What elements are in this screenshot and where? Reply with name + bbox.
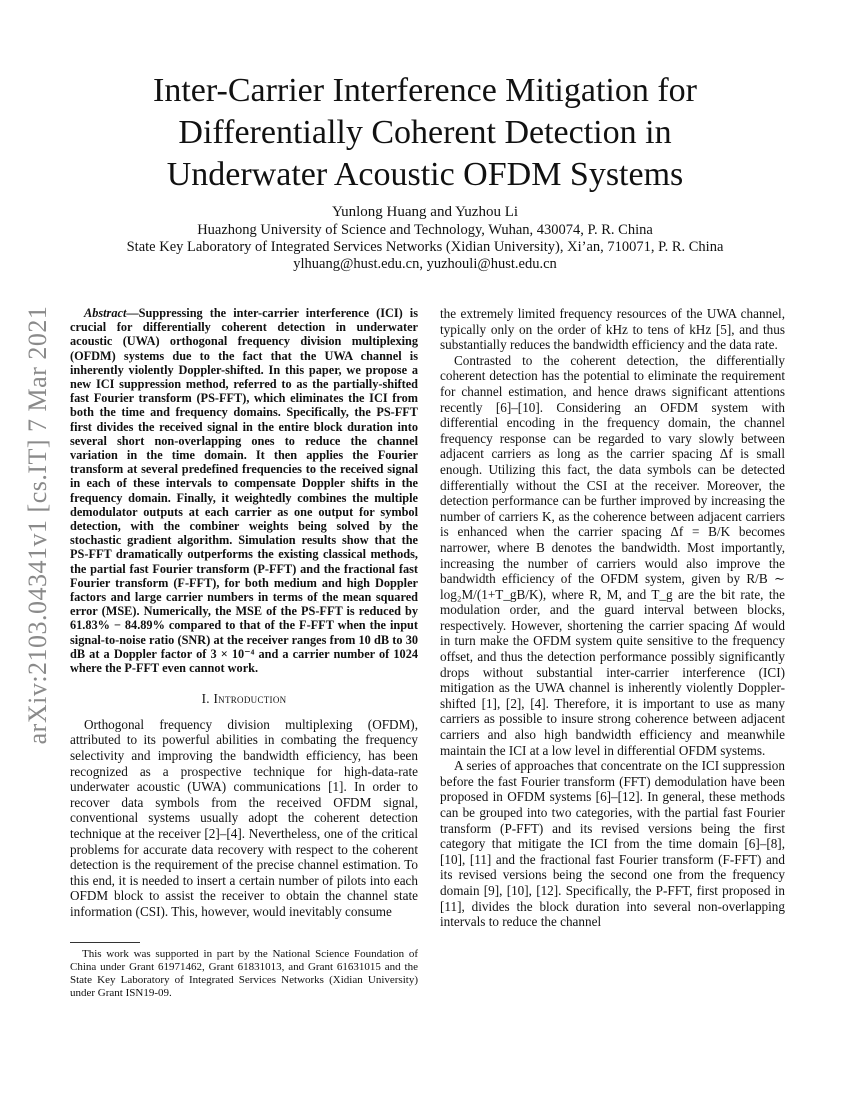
- paper-title: Inter-Carrier Interference Mitigation for Differentially Coherent Detection in Underwater Acoustic OFDM Systems: [153, 72, 697, 193]
- author-emails: ylhuang@hust.edu.cn, yuzhouli@hust.edu.cn: [293, 256, 557, 272]
- left-column: [70, 306, 418, 920]
- affiliation-1: Huazhong University of Science and Technology, Wuhan, 430074, P. R. China: [197, 222, 653, 238]
- intro-paragraph-3: A series of approaches that concentrate on the ICI suppression before the fast Fourier transform (FFT) demodulation have been proposed in OFDM systems [6]–[12]. In general, these methods can be grouped into two categories, with the partial fast Fourier transform (P-FFT) and its revised versions being the first category that mitigate the ICI from the time domain [6]–[8], [10], [11] and the fractional fast Fourier transform (F-FFT) and its revised versions being the second one from the frequency domain [9], [10], [12]. Specifically, the P-FFT, first proposed in [11], divides the block duration into several non-overlapping intervals to reduce the channel: [440, 758, 785, 930]
- intro-paragraph-1: Orthogonal frequency division multiplexing (OFDM), attributed to its powerful abilities in combating the frequency selectivity and improving the bandwidth efficiency, has been recognized as a prospective technique for high-data-rate underwater acoustic (UWA) communications [1]. In order to recover data symbols from the received OFDM signal, conventional systems usually adopt the coherent detection technique at the receiver [2]–[4]. Nevertheless, one of the critical problems for accurate data recovery with respect to the coherent detection is the requirement of the precise channel estimation. To this end, it is needed to insert a certain number of pilots into each OFDM block to assist the receiver to obtain the channel state information (CSI). This, however, would inevitably consume: [70, 716, 418, 919]
- arxiv-identifier-text: arXiv:2103.04341v1 [cs.IT] 7 Mar 2021: [23, 305, 52, 745]
- affiliation-2: State Key Laboratory of Integrated Services Networks (Xidian University), Xi’an, 710071, P. R. China: [126, 239, 724, 255]
- arxiv-identifier: [8, 290, 68, 760]
- abstract-text: —Suppressing the inter-carrier interference (ICI) is crucial for differentially coherent detection in underwater acoustic (UWA) orthogonal frequency division multiplexing (OFDM) systems due to the fact that the UWA channel is inherently violently Doppler-shifted. In this paper, we propose a new ICI suppression method, referred to as the partially-shifted fast Fourier transform (PS-FFT), which eliminates the ICI from both the time and frequency domains. Specifically, the PS-FFT first divides the received signal in the entire block duration into several short non-overlapping ones to reduce the channel variation in the time domain. It then applies the Fourier transform at several predefined frequencies to the received signal in each of these intervals to compensate Doppler shifts in the frequency domain. Finally, it weightedly combines the multiple demodulator outputs at each carrier as one output for symbol detection, with the combiner weights being solved by the stochastic gradient algorithm. Simulation results show that the PS-FFT dramatically outperforms the existing classical methods, the partial fast Fourier transform (P-FFT) and the fractional fast Fourier transform (F-FFT), for both medium and high Doppler factors and large carrier numbers in terms of the mean squared error (MSE). Numerically, the MSE of the PS-FFT is reduced by 61.83% − 84.89% compared to that of the F-FFT when the input signal-to-noise ratio (SNR) at the receiver ranges from 10 dB to 30 dB at a Doppler factor of 3 × 10⁻⁴ and a carrier number of 1024 where the P-FFT even cannot work.: [70, 306, 418, 676]
- section-heading-introduction: I. Introduction: [201, 691, 287, 707]
- author-block: [80, 204, 770, 273]
- footnote-rule: [70, 942, 140, 943]
- right-column: [440, 306, 785, 930]
- author-names: Yunlong Huang and Yuzhou Li: [331, 204, 519, 220]
- abstract: [70, 306, 418, 675]
- funding-footnote: This work was supported in part by the National Science Foundation of China under Grant 61971462, Grant 61831013, and Grant 61631015 and the State Key Laboratory of Integrated Services Networks (Xidian University) under Grant ISN19-09.: [70, 948, 418, 999]
- abstract-label: Abstract: [84, 306, 127, 320]
- intro-paragraph-1-continued: the extremely limited frequency resources of the UWA channel, typically only on the order of kHz to tens of kHz [5], and thus substantially reduces the bandwidth efficiency and the data rate.: [440, 306, 785, 353]
- intro-paragraph-2: Contrasted to the coherent detection, the differentially coherent detection has the potential to eliminate the requirement for channel estimation, and hence draws significant attentions recently [6]–[10]. Considering an OFDM system with differential encoding in the frequency domain, the channel frequency response can be regarded to vary slowly between adjacent carriers as long as the carrier spacing Δf is small enough. Utilizing this fact, the data symbols can be detected differentially without the CSI at the receiver. Moreover, the detection performance can be further improved by increasing the number of carriers K, as the coherence between adjacent carriers is enhanced when the carrier spacing Δf = B/K becomes narrower, where B denotes the bandwidth. Most importantly, increasing the number of carriers would also improve the bandwidth efficiency of the OFDM system, given by R/B ∼ log₂M/(1+T_gB/K), where R, M, and T_g are the bit rate, the modulation order, and the guard interval between blocks, respectively. However, shortening the carrier spacing Δf would in turn make the OFDM system quite sensitive to the frequency offset, and thus the detection performance possibly significantly drops without substantial inter-carrier interference (ICI) mitigation as the UWA channel is inherently violently Doppler-shifted [1], [2], [4]. Therefore, it is important to use as many carriers as possible to insure strong coherence between adjacent carriers and also high bandwidth efficiency and meanwhile maintain the ICI at a low level in differential OFDM systems.: [440, 352, 785, 758]
